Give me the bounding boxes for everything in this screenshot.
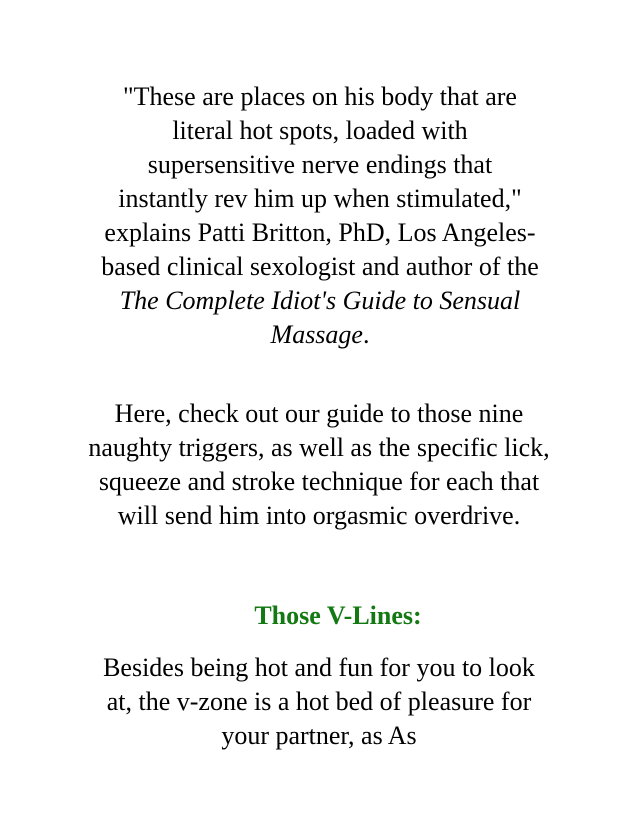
- guide-paragraph: Here, check out our guide to those nine naughty triggers, as well as the specific lick, squeeze and stroke technique for each that will send him into orgasmic overdrive.: [88, 399, 550, 530]
- section-heading: Those V-Lines:: [254, 601, 422, 630]
- book-title: The Complete Idiot's Guide to Sensual Massage: [119, 286, 521, 349]
- intro-paragraph-end: .: [362, 320, 370, 349]
- intro-paragraph-text: "These are places on his body that are literal hot spots, loaded with supersensitive nerve endings that instantly rev him up when stimulated," explains Patti Britton, PhD, Los Angeles-based clinical sexologist and author of the: [101, 82, 539, 281]
- v-lines-paragraph: Besides being hot and fun for you to look at, the v-zone is a hot bed of pleasure for your partner, as As: [103, 653, 535, 750]
- intro-paragraph: [100, 80, 540, 352]
